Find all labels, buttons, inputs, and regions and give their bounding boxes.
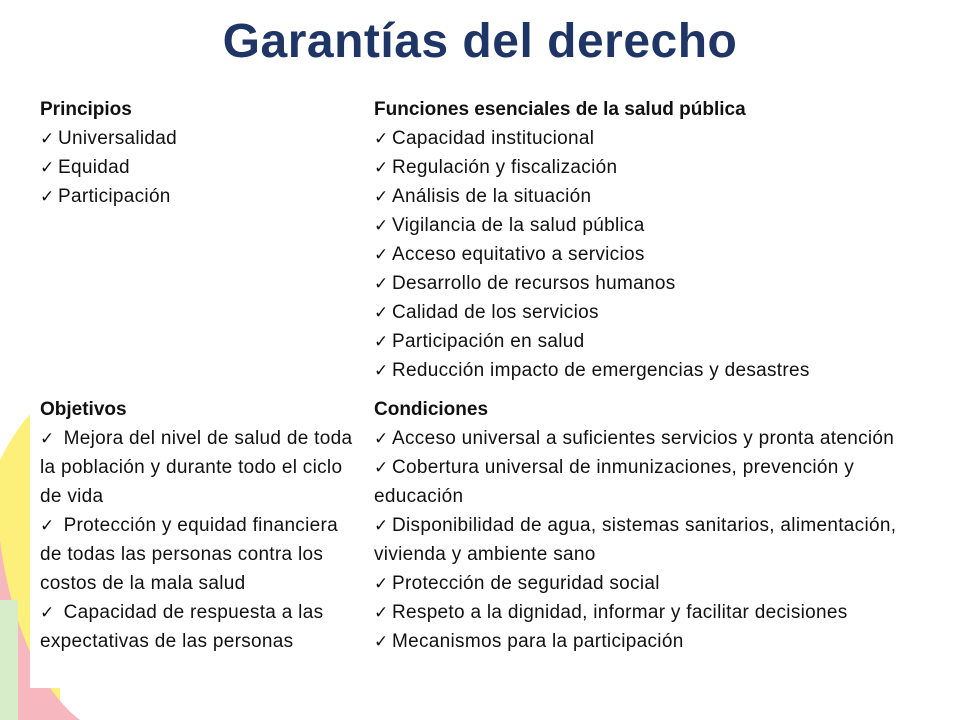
list-item-text: Participación en salud: [392, 331, 585, 352]
list-item-text: Capacidad de respuesta a las expectativas de las personas: [40, 602, 324, 652]
list-item-text: Regulación y fiscalización: [392, 157, 618, 178]
check-icon: ✓: [40, 158, 55, 177]
list-item-text: Acceso equitativo a servicios: [392, 244, 645, 265]
check-icon: ✓: [40, 603, 55, 622]
list-item: [40, 511, 358, 598]
bullet-list: [40, 424, 358, 656]
check-icon: ✓: [40, 187, 55, 206]
list-item: [374, 598, 924, 627]
check-icon: ✓: [374, 158, 389, 177]
check-icon: ✓: [374, 216, 389, 235]
list-item: [40, 124, 340, 153]
list-item-text: Capacidad institucional: [392, 128, 595, 149]
list-item-text: Respeto a la dignidad, informar y facilitar decisiones: [392, 602, 848, 623]
check-icon: ✓: [374, 361, 389, 380]
check-icon: ✓: [374, 187, 389, 206]
list-item: [374, 424, 924, 453]
check-icon: ✓: [40, 516, 55, 535]
section-condiciones: [374, 395, 924, 656]
list-item: [374, 269, 934, 298]
check-icon: ✓: [374, 245, 389, 264]
bullet-list: [374, 124, 934, 385]
section-heading: Condiciones: [374, 399, 489, 420]
bullet-list: [40, 124, 340, 211]
check-icon: ✓: [374, 429, 389, 448]
check-icon: ✓: [40, 429, 55, 448]
list-item: [40, 153, 340, 182]
bullet-list: [374, 424, 924, 656]
list-item-text: Disponibilidad de agua, sistemas sanitarios, alimentación, vivienda y ambiente sano: [374, 515, 897, 565]
list-item-text: Acceso universal a suficientes servicios y pronta atención: [392, 428, 895, 449]
list-item: [374, 153, 934, 182]
list-item: [374, 627, 924, 656]
list-item: [40, 182, 340, 211]
list-item-text: Reducción impacto de emergencias y desastres: [392, 360, 810, 381]
check-icon: ✓: [374, 129, 389, 148]
list-item-text: Desarrollo de recursos humanos: [392, 273, 676, 294]
check-icon: ✓: [374, 303, 389, 322]
list-item-text: Vigilancia de la salud pública: [392, 215, 645, 236]
list-item: [40, 424, 358, 511]
list-item-text: Universalidad: [58, 128, 178, 149]
list-item-text: Análisis de la situación: [392, 186, 592, 207]
list-item-text: Protección y equidad financiera de todas las personas contra los costos de la mala salud: [40, 515, 338, 594]
check-icon: ✓: [374, 574, 389, 593]
list-item: [40, 598, 358, 656]
list-item-text: Cobertura universal de inmunizaciones, prevención y educación: [374, 457, 855, 507]
list-item: [374, 453, 924, 511]
list-item: [374, 124, 934, 153]
slide-title: Garantías del derecho: [222, 15, 738, 68]
list-item: [374, 569, 924, 598]
list-item: [374, 327, 934, 356]
list-item: [374, 240, 934, 269]
list-item-text: Participación: [58, 186, 171, 207]
list-item-text: Mejora del nivel de salud de toda la población y durante todo el ciclo de vida: [40, 428, 353, 507]
section-objetivos: [40, 395, 358, 656]
check-icon: ✓: [40, 129, 55, 148]
list-item-text: Equidad: [58, 157, 130, 178]
section-heading: Principios: [40, 99, 132, 120]
section-funciones: [374, 95, 934, 385]
check-icon: ✓: [374, 458, 389, 477]
section-principios: [40, 95, 340, 211]
list-item: [374, 182, 934, 211]
list-item-text: Mecanismos para la participación: [392, 631, 684, 652]
list-item-text: Calidad de los servicios: [392, 302, 599, 323]
list-item: [374, 511, 924, 569]
check-icon: ✓: [374, 603, 389, 622]
list-item: [374, 356, 934, 385]
check-icon: ✓: [374, 516, 389, 535]
section-heading: Objetivos: [40, 399, 127, 420]
check-icon: ✓: [374, 274, 389, 293]
check-icon: ✓: [374, 332, 389, 351]
check-icon: ✓: [374, 632, 389, 651]
section-heading: Funciones esenciales de la salud pública: [374, 99, 746, 120]
list-item: [374, 298, 934, 327]
list-item: [374, 211, 934, 240]
list-item-text: Protección de seguridad social: [392, 573, 660, 594]
